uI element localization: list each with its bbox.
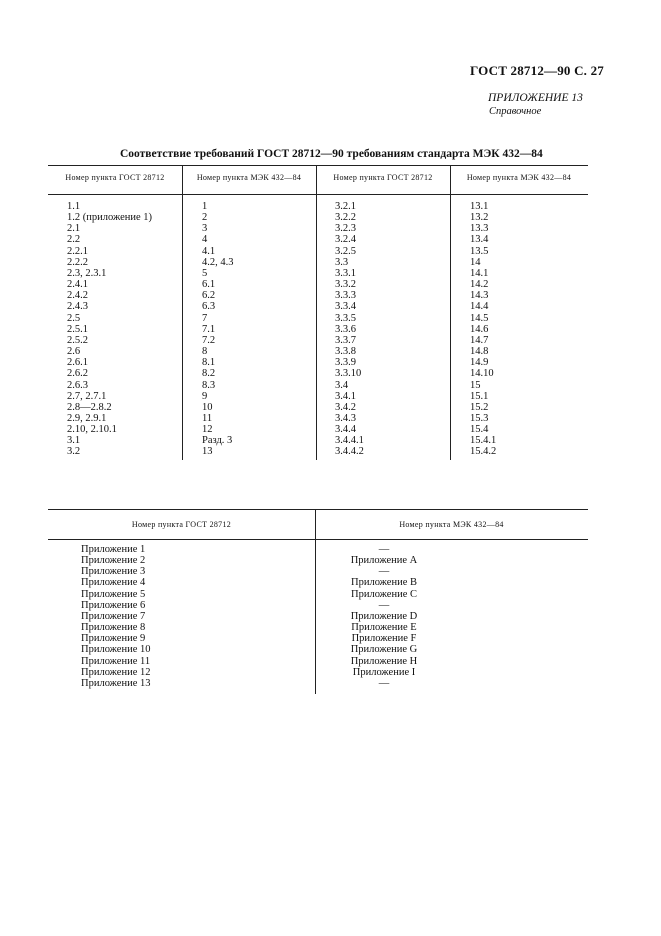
table-cell: Приложение 5 [81, 588, 146, 600]
header-iec-1: Номер пункта МЭК 432—84 [196, 173, 302, 182]
table-cell: 2.6.3 [67, 379, 88, 391]
table-cell: 1.1 [67, 201, 81, 212]
column-divider [450, 165, 451, 460]
table-cell: Приложение 3 [81, 566, 146, 578]
appendix-title: ПРИЛОЖЕНИЕ 13 [488, 92, 583, 104]
table-cell: Приложение B [351, 577, 417, 589]
column-iec-2 [470, 201, 496, 458]
table-top-rule [48, 509, 588, 510]
table-cell: 2.4.3 [67, 301, 88, 313]
table-cell: 15.4.2 [470, 446, 497, 458]
table-cell: Приложение G [350, 644, 418, 656]
column-divider [182, 165, 183, 460]
table-cell: 2.2.2 [67, 256, 88, 268]
column-gost-1 [67, 201, 152, 458]
table-cell: 3.2.4 [335, 234, 356, 246]
table-cell: 4 [202, 234, 208, 246]
table-cell: Разд. 3 [202, 435, 233, 447]
table-cell: Приложение 7 [81, 610, 146, 622]
table-cell: 8 [202, 346, 208, 358]
table-cell: 15.4 [470, 424, 489, 436]
table-cell: 2.6.2 [67, 368, 88, 380]
table-cell: Приложение 2 [81, 555, 146, 567]
table-cell: 3.3 [335, 256, 349, 268]
table-cell: 14.10 [470, 368, 494, 380]
table-cell: 2.6.1 [67, 357, 88, 369]
table-cell: 13 [202, 446, 213, 458]
table-cell: 3.3.6 [335, 323, 356, 335]
table-cell: 14.8 [470, 346, 489, 358]
table-cell: 2.7, 2.7.1 [67, 390, 107, 402]
table-cell: 2.8—2.8.2 [67, 401, 112, 413]
table-cell: 11 [202, 412, 213, 424]
table-cell: 2.9, 2.9.1 [67, 412, 107, 424]
table-cell: 3.4.2 [335, 401, 356, 413]
column-gost-2 [335, 201, 364, 458]
table-cell: Приложение 8 [81, 622, 146, 634]
table-cell: 14.2 [470, 279, 489, 291]
table-cell: 13.5 [470, 245, 489, 257]
header-iec: Номер пункта МЭК 432—84 [399, 520, 504, 529]
header-gost-2: Номер пункта ГОСТ 28712 [333, 173, 433, 182]
table-cell: 8.3 [202, 379, 216, 391]
table-cell: 3.4.3 [335, 412, 356, 424]
table-cell: 2.6 [67, 346, 81, 358]
column-divider [315, 509, 316, 694]
table-cell: 3.2.2 [335, 212, 356, 224]
table-cell: 5 [202, 267, 208, 279]
table-cell: Приложение 13 [81, 677, 151, 689]
table-cell: 3.4.4.2 [335, 446, 364, 458]
table-cell: 1 [202, 201, 208, 212]
table-cell: 15 [470, 379, 481, 391]
table-cell: 1.2 (приложение 1) [67, 212, 153, 224]
table-cell: 3.3.3 [335, 290, 356, 302]
header-gost: Номер пункта ГОСТ 28712 [131, 520, 232, 529]
table-cell: 14.3 [470, 290, 489, 302]
table-cell: 15.2 [470, 401, 489, 413]
table-cell: 7.2 [202, 334, 216, 346]
table-cell: 13.4 [470, 234, 489, 246]
table-cell: 2.2.1 [67, 245, 88, 257]
table-cell: 3.3.4 [335, 301, 356, 313]
table-cell: 3.3.5 [335, 312, 356, 324]
table-cell: 13.3 [470, 223, 489, 235]
table-header-rule [48, 194, 588, 195]
table-cell: — [378, 599, 390, 611]
table-cell: — [378, 677, 390, 689]
table-cell: 3.2.5 [335, 245, 356, 257]
table-cell: 2.5.1 [67, 323, 88, 335]
table-cell: Приложение 6 [81, 599, 146, 611]
table-cell: 14.7 [470, 334, 489, 346]
table-cell: Приложение H [350, 655, 418, 667]
table-cell: 14.9 [470, 357, 489, 369]
table-top-rule [48, 165, 588, 166]
table-cell: 2.5 [67, 312, 81, 324]
table-cell: Приложение 11 [81, 655, 151, 667]
table-cell: 2.5.2 [67, 334, 88, 346]
table-cell: Приложение C [351, 588, 417, 600]
table-cell: 13.1 [470, 201, 489, 212]
table-cell: 6.1 [202, 279, 216, 291]
table-cell: 3.3.2 [335, 279, 356, 291]
table-cell: 9 [202, 390, 208, 402]
table-cell: 3.4.4 [335, 424, 356, 436]
table-cell: Приложение F [351, 633, 417, 645]
table-cell: 15.3 [470, 412, 489, 424]
table-cell: 6.2 [202, 290, 216, 302]
table-cell: Приложение 12 [81, 666, 151, 678]
appendix-correspondence-table [48, 509, 588, 694]
table-cell: 14.6 [470, 323, 489, 335]
table-cell: 14.1 [470, 267, 489, 279]
table-cell: Приложение 1 [81, 544, 146, 555]
table-cell: 4.2, 4.3 [202, 256, 234, 268]
table-cell: 14.5 [470, 312, 489, 324]
table-cell: 2.1 [67, 223, 81, 235]
table-cell: 3.4.4.1 [335, 435, 364, 447]
table-header-rule [48, 539, 588, 540]
table-cell: 2.2 [67, 234, 81, 246]
table-cell: Приложение E [351, 622, 417, 634]
table-cell: 3.1 [67, 435, 81, 447]
table-cell: 7.1 [202, 323, 216, 335]
table-cell: 2 [202, 212, 208, 224]
table-cell: 3.3.10 [335, 368, 362, 380]
table-cell: 3.4.1 [335, 390, 356, 402]
table-cell: 2.4.2 [67, 290, 88, 302]
column-iec-appendix [344, 544, 424, 689]
table-cell: 8.2 [202, 368, 216, 380]
page-header: ГОСТ 28712—90 С. 27 [470, 63, 604, 78]
table-cell: — [378, 544, 390, 555]
table-cell: 3 [202, 223, 208, 235]
table-cell: 2.4.1 [67, 279, 88, 291]
table-cell: 3.3.9 [335, 357, 356, 369]
column-iec-1 [202, 201, 234, 458]
column-gost-appendix [81, 544, 150, 689]
table-cell: 10 [202, 401, 213, 413]
table-cell: 12 [202, 424, 213, 436]
column-divider [316, 165, 317, 460]
table-cell: Приложение A [350, 555, 418, 567]
table-cell: 14.4 [470, 301, 489, 313]
table-cell: 3.3.1 [335, 267, 356, 279]
table-cell: Приложение I [352, 666, 416, 678]
table-cell: 4.1 [202, 245, 216, 257]
table-cell: 13.2 [470, 212, 489, 224]
header-iec-2: Номер пункта МЭК 432—84 [466, 173, 572, 182]
appendix-subtitle: Справочное [489, 106, 542, 117]
table-cell: 15.4.1 [470, 435, 497, 447]
table-cell: Приложение 10 [81, 644, 151, 656]
table-cell: 3.3.7 [335, 334, 356, 346]
table-cell: Приложение D [350, 610, 418, 622]
table-cell: Приложение 9 [81, 633, 146, 645]
table-cell: — [378, 566, 390, 578]
table-cell: 3.2 [67, 446, 81, 458]
table-cell: 3.3.8 [335, 346, 356, 358]
header-gost-1: Номер пункта ГОСТ 28712 [65, 173, 165, 182]
table-cell: 15.1 [470, 390, 489, 402]
table-cell: 14 [470, 256, 481, 268]
table-cell: 8.1 [202, 357, 216, 369]
table-cell: 7 [202, 312, 208, 324]
table-cell: 6.3 [202, 301, 216, 313]
table-title: Соответствие требований ГОСТ 28712—90 требованиям стандарта МЭК 432—84 [120, 148, 543, 160]
table-cell: 3.2.3 [335, 223, 356, 235]
table-cell: 2.3, 2.3.1 [67, 267, 107, 279]
correspondence-table [48, 165, 588, 460]
table-cell: Приложение 4 [81, 577, 146, 589]
table-cell: 2.10, 2.10.1 [67, 424, 117, 436]
table-cell: 3.2.1 [335, 201, 356, 212]
table-cell: 3.4 [335, 379, 349, 391]
